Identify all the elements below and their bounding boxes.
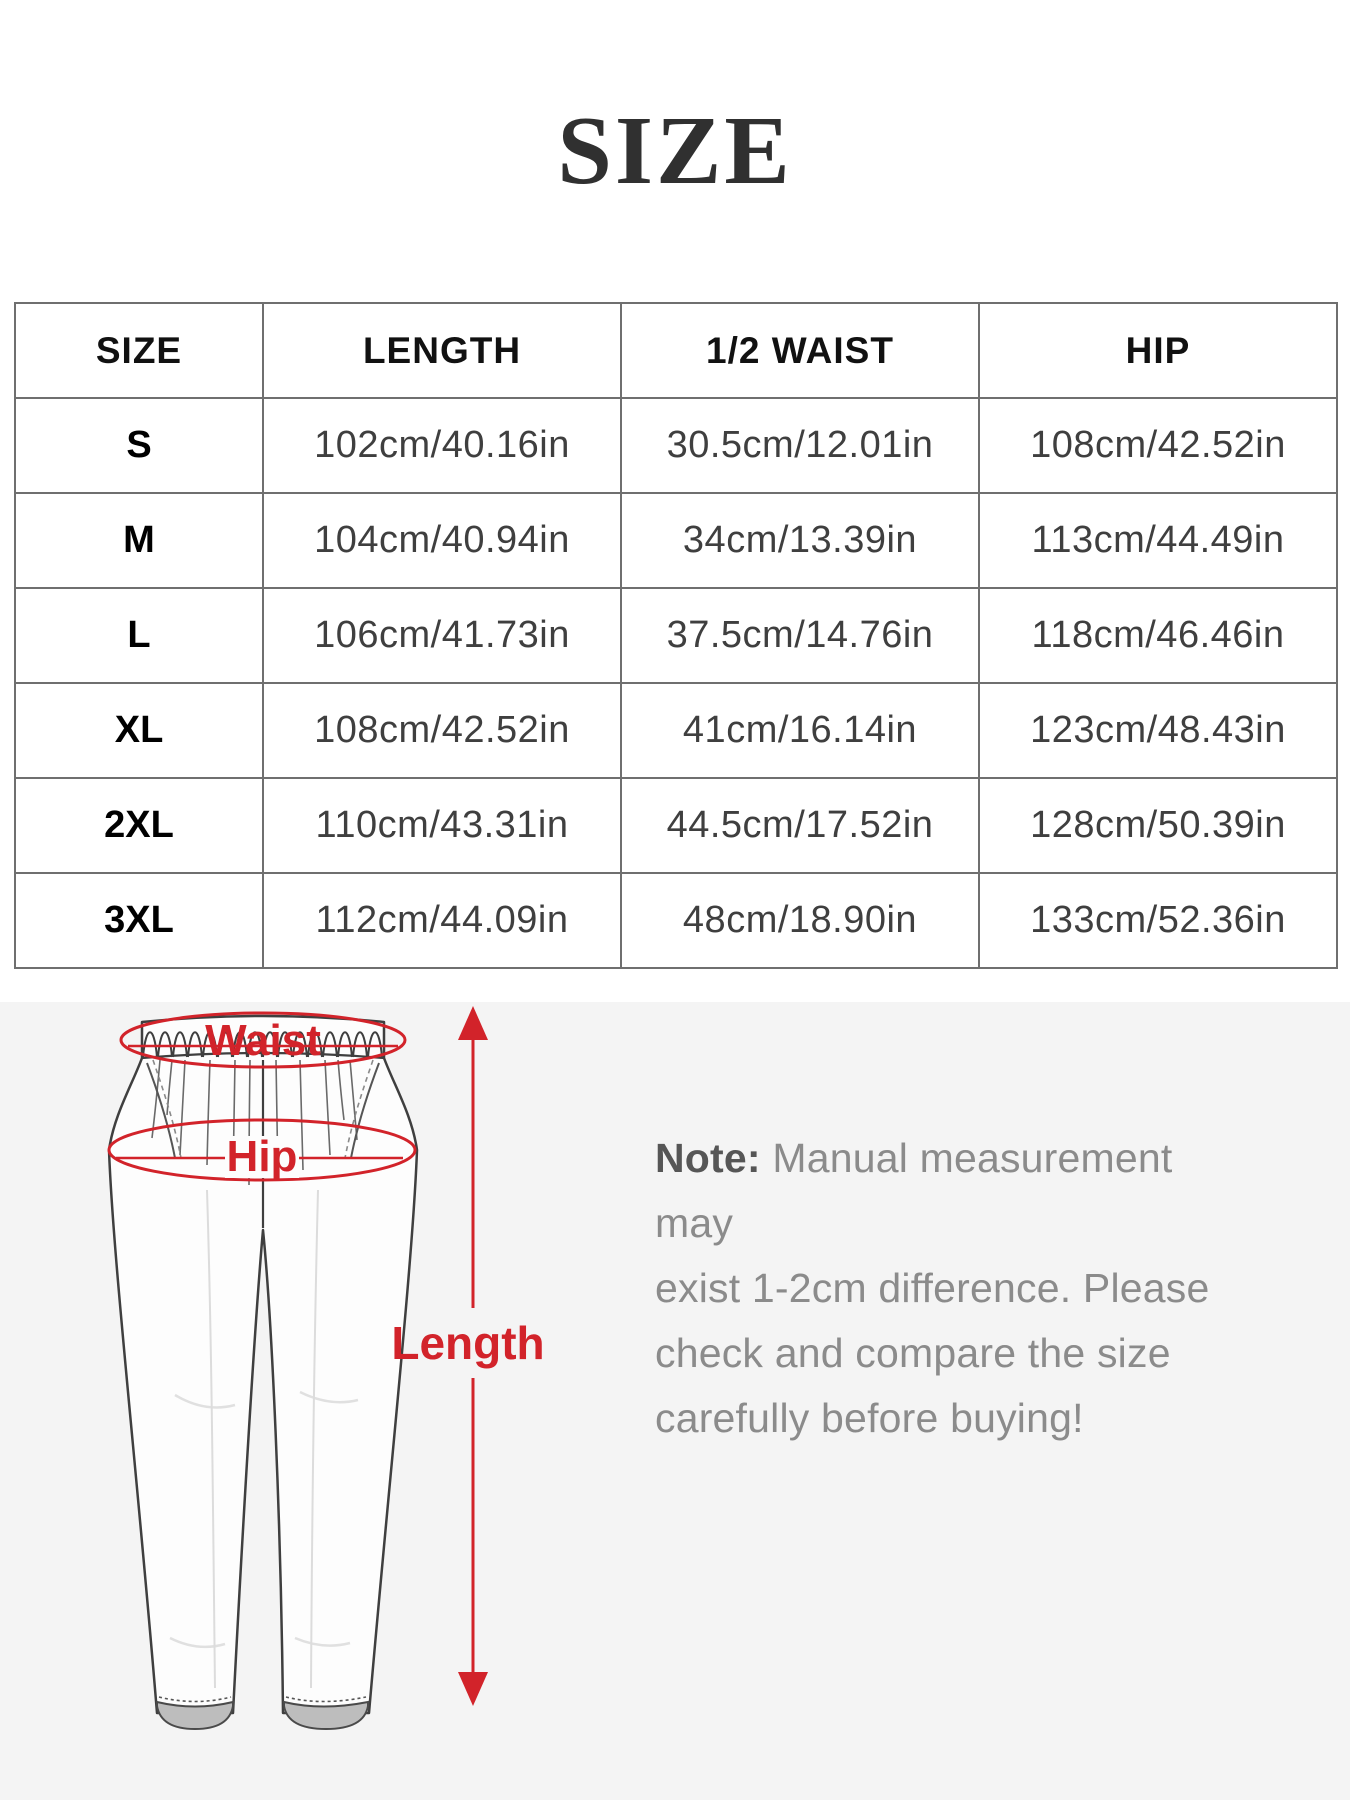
size-cell: S — [15, 398, 263, 493]
hip-cell: 118cm/46.46in — [979, 588, 1337, 683]
hip-cell: 113cm/44.49in — [979, 493, 1337, 588]
note-text — [655, 1126, 1215, 1451]
note-line: Note: Manual measurement may — [655, 1135, 1173, 1246]
length-label: Length — [391, 1317, 545, 1369]
size-cell: M — [15, 493, 263, 588]
header-hip: HIP — [979, 303, 1337, 398]
length-cell: 106cm/41.73in — [263, 588, 621, 683]
hip-label: Hip — [226, 1132, 298, 1181]
cuff-right — [284, 1702, 368, 1729]
cuff-left — [157, 1702, 233, 1729]
waist-cell: 37.5cm/14.76in — [621, 588, 979, 683]
table-row — [15, 493, 1337, 588]
length-cell: 102cm/40.16in — [263, 398, 621, 493]
length-cell: 104cm/40.94in — [263, 493, 621, 588]
length-cell: 108cm/42.52in — [263, 683, 621, 778]
note-line: carefully before buying! — [655, 1395, 1084, 1441]
waist-cell: 44.5cm/17.52in — [621, 778, 979, 873]
size-cell: 3XL — [15, 873, 263, 968]
table-row — [15, 873, 1337, 968]
length-cell: 110cm/43.31in — [263, 778, 621, 873]
note-label: Note: — [655, 1135, 761, 1181]
size-cell: L — [15, 588, 263, 683]
header-size: SIZE — [15, 303, 263, 398]
page-title: SIZE — [557, 97, 793, 205]
size-cell: XL — [15, 683, 263, 778]
hip-cell: 133cm/52.36in — [979, 873, 1337, 968]
waist-cell: 30.5cm/12.01in — [621, 398, 979, 493]
note-line: exist 1-2cm difference. Please — [655, 1265, 1210, 1311]
size-chart-table — [14, 302, 1338, 969]
table-row — [15, 398, 1337, 493]
length-cell: 112cm/44.09in — [263, 873, 621, 968]
note-line: check and compare the size — [655, 1330, 1171, 1376]
table-row — [15, 778, 1337, 873]
waist-cell: 34cm/13.39in — [621, 493, 979, 588]
table-row — [15, 683, 1337, 778]
hip-cell: 128cm/50.39in — [979, 778, 1337, 873]
table-row — [15, 588, 1337, 683]
hip-cell: 123cm/48.43in — [979, 683, 1337, 778]
header-length: LENGTH — [263, 303, 621, 398]
hip-cell: 108cm/42.52in — [979, 398, 1337, 493]
size-cell: 2XL — [15, 778, 263, 873]
pants-drawing — [109, 1016, 417, 1729]
waist-cell: 41cm/16.14in — [621, 683, 979, 778]
waist-label: Waist — [205, 1016, 321, 1065]
header-half-waist: 1/2 WAIST — [621, 303, 979, 398]
table-header-row — [15, 303, 1337, 398]
waist-cell: 48cm/18.90in — [621, 873, 979, 968]
